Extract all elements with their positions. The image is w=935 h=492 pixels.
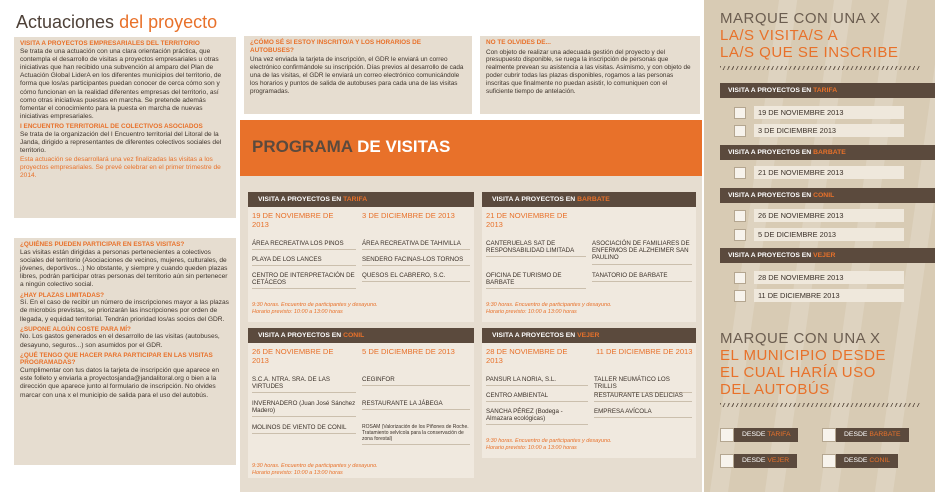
visit-option-date: 26 DE NOVIEMBRE 2013 [754,209,904,222]
bus-option-label [836,428,909,442]
schedule-note: 9:30 horas. Encuentro de participantes y desayuno. [486,438,612,444]
checkbox[interactable] [734,290,746,302]
visits-form-title [720,10,926,61]
activity-item: PANSUR LA NORIA, S.L. [486,374,588,386]
schedule-note: 9:30 horas. Encuentro de participantes y desayuno. [486,302,612,308]
programa-banner [240,120,702,176]
programa-body [240,176,702,492]
form-section-place: TARIFA [813,87,838,94]
programa-title [252,137,450,157]
checkbox[interactable] [734,210,746,222]
visit-block-tarifa [248,192,474,322]
checkbox[interactable] [734,125,746,137]
visit-option-date: 11 DE DICIEMBRE 2013 [754,289,904,302]
visit-option-date: 21 DE NOVIEMBRE 2013 [754,166,904,179]
hatch-divider [720,66,920,70]
form-section-place: BARBATE [813,149,846,156]
form-section-header [720,83,935,98]
bus-form-title-line3: EL CUAL HARÍA USO [720,364,876,381]
visit-option-date: 19 DE NOVIEMBRE 2013 [754,106,904,119]
page-title [16,12,217,33]
activity-item: CENTRO AMBIENTAL [486,390,588,402]
faq-box [14,238,236,465]
checkbox[interactable] [822,454,836,468]
hatch-divider [720,403,920,407]
activity-item: QUESOS EL CABRERO, S.C. [362,270,470,282]
faq-a1: Las visitas están dirigidas a personas pertenecientes a colectivos sociales del territorio (Asociaciones de vecinos, mujeres, culturales, de jóvenes, deportivos...) No obstante, y siempre y cuando queden plazas libres, podrán participar otras personas del territorio aún sin pertenecer a ningún colectivo social. [20,248,228,289]
visit-header [482,328,696,343]
visit-option[interactable] [734,271,904,284]
schedule-note: 9:30 horas. Encuentro de participantes y desayuno. [252,463,378,469]
schedule-note: Horario previsto: 10:00 a 13:00 horas [252,309,343,315]
checkbox[interactable] [734,107,746,119]
visit-header [482,192,696,207]
checkbox[interactable] [822,428,836,442]
visit-place: TARIFA [343,196,368,203]
bus-place: CONIL [869,456,891,464]
bus-option-label [734,428,798,442]
form-section-header [720,145,935,160]
form-section-place: CONIL [813,192,835,199]
activity-item: MOLINOS DE VIENTO DE CONIL [252,422,356,434]
visit-place: BARBATE [577,196,610,203]
faq-a3: No. Los gastos generados en el desarrollo de las visitas (autobuses, desayuno, seguros...) son asumidos por el GDR. [20,333,220,349]
bus-option-vejer[interactable] [720,453,797,468]
activity-item: OFICINA DE TURISMO DE BARBATE [486,270,586,289]
bus-place: VEJER [767,456,790,464]
visit-option-date: 3 DE DICIEMBRE 2013 [754,124,904,137]
activity-item: ROSAM (Valorización de los Piñones de Roche. Tratamiento selvícola para la conservación de zona forestal) [362,422,470,445]
activity-item: TANATORIO DE BARBATE [592,270,692,282]
activity-item: TALLER NEUMÁTICO LOS TRILLIS [594,374,692,393]
visit-place: CONIL [343,332,365,339]
schedule-note: Horario previsto: 10:00 a 13:00 horas [486,445,577,451]
schedule-note: 9:30 horas. Encuentro de participantes y desayuno. [252,302,378,308]
form-section-header [720,188,935,203]
visit-date: 5 DE DICIEMBRE DE 2013 [362,347,455,356]
visit-option-date: 28 DE NOVIEMBRE 2013 [754,271,904,284]
title-part1: Actuaciones [16,12,120,32]
visit-header-prefix: VISITA A PROYECTOS EN [492,196,578,203]
checkbox[interactable] [720,454,734,468]
visit-option[interactable] [734,124,904,137]
visits-form-title-line1: MARQUE CON UNA X [720,10,881,27]
visit-option[interactable] [734,289,904,302]
activity-item: S.C.A. NTRA. SRA. DE LAS VIRTUDES [252,374,356,393]
visit-date: 21 DE NOVIEMBRE DE 2013 [486,211,568,229]
encounter-heading: I ENCUENTRO TERRITORIAL DE COLECTIVOS ASOCIADOS [20,123,203,131]
schedule-note: Horario previsto: 10:00 a 13:00 horas [252,470,343,476]
visit-header-prefix: VISITA A PROYECTOS EN [492,332,578,339]
encounter-note: Esta actuación se desarrollará una vez finalizadas las visitas a los proyectos empresariales. Se prevé celebrar en el primer trimestre de 2014. [20,155,221,180]
reminder-text: Con objeto de realizar una adecuada gestión del proyecto y del presupuesto disponible, se ruega la inscripción de personas que realmente prevean su asistencia a las visitas. Asimismo, y con objeto de poder cubrir todas las plazas disponibles, rogamos a las personas inscritas que finalmente no puedan asistir, lo comuniquen con el suficiente tiempo de antelación. [486,48,691,96]
bus-place: TARIFA [767,430,791,438]
activity-item: EMPRESA AVÍCOLA [594,406,692,418]
activity-item: RESTAURANTE LA JÁBEGA [362,398,470,410]
visits-text: Se trata de una actuación con una clara orientación práctica, que contempla el desarrollo de visitas a proyectos empresariales u otras iniciativas que han recibido una subvención al amparo del Plan de Actuación Global LiderA en los diferentes municipios del territorio, de forma que los/as participantes puedan conocer de cerca cómo son y cómo funcionan en la realidad diferentes empresas del territorio, así como otras iniciativas puestas en marcha. Se pretende además fomentar el conocimiento para la puesta en marcha de nuevas iniciativas empresariales. [20,47,222,121]
registration-text: Una vez enviada la tarjeta de inscripción, el GDR le enviará un correo electrónico confirmándole su inscripción. Días previos al desarrollo de cada una de las visitas, el GDR le enviará un correo electrónico comunicándole los horarios y puntos de salida de autobuses para cada una de las visitas programadas. [250,56,464,95]
bus-form-title [720,330,926,398]
visits-form-title-line3: LA/S QUE SE INSCRIBE [720,44,899,61]
registration-form-panel [704,0,935,492]
projects-info-box [14,37,236,218]
activity-item: CENTRO DE INTERPRETACIÓN DE CETÁCEOS [252,270,356,289]
visits-heading: VISITA A PROYECTOS EMPRESARIALES DEL TERRITORIO [20,40,200,47]
checkbox[interactable] [734,272,746,284]
bus-form-title-line2: EL MUNICIPIO DESDE [720,347,886,364]
visit-block-vejer [482,328,696,458]
bus-option-barbate[interactable] [822,427,909,442]
registration-info-box [244,36,472,114]
visit-date: 3 DE DICIEMBRE DE 2013 [362,211,455,220]
visit-block-barbate [482,192,696,322]
visit-option[interactable] [734,228,904,241]
visit-option[interactable] [734,209,904,222]
visit-option[interactable] [734,166,904,179]
form-section-prefix: VISITA A PROYECTOS EN [728,149,814,156]
bus-option-conil[interactable] [822,453,898,468]
visit-header [248,328,474,343]
visit-option[interactable] [734,106,904,119]
visit-date: 26 DE NOVIEMBRE DE 2013 [252,347,334,365]
encounter-text: Se trata de la organización del I Encuentro territorial del Litoral de la Janda, dirigido a representantes de diferentes colectivos sociales del territorio. [20,131,222,155]
activity-item: ÁREA RECREATIVA DE TAHIVILLA [362,238,470,250]
visit-place: VEJER [577,332,600,339]
reminder-box [480,36,700,114]
checkbox[interactable] [734,229,746,241]
bus-place: BARBATE [869,430,901,438]
bus-prefix: DESDE [844,430,870,438]
faq-a2: Sí. En el caso de recibir un número de inscripciones mayor a las plazas de microbús previstas, se priorizarán las inscripciones por orden de llegada, y equidad territorial. Tendrán prioridad los/as socios del GDR. [20,299,229,323]
visit-date: 19 DE NOVIEMBRE DE 2013 [252,211,334,229]
programa-title-part1: PROGRAMA [252,137,358,156]
activity-item: PLAYA DE LOS LANCES [252,254,356,266]
checkbox[interactable] [734,167,746,179]
visit-header-prefix: VISITA A PROYECTOS EN [258,332,344,339]
bus-option-label [734,454,797,468]
form-section-prefix: VISITA A PROYECTOS EN [728,252,814,259]
reminder-heading: NO TE OLVIDES DE... [486,39,551,46]
faq-q1: ¿QUIÉNES PUEDEN PARTICIPAR EN ESTAS VISITAS? [20,241,185,248]
schedule-note: Horario previsto: 10:00 a 13:00 horas [486,309,577,315]
form-section-prefix: VISITA A PROYECTOS EN [728,87,814,94]
bus-option-label [836,454,898,468]
visit-header-prefix: VISITA A PROYECTOS EN [258,196,344,203]
activity-item: SANCHA PÉREZ (Bodega - Almazara ecológicas) [486,406,588,425]
activity-item: ÁREA RECREATIVA LOS PINOS [252,238,356,250]
faq-q2: ¿HAY PLAZAS LIMITADAS? [20,291,105,299]
bus-prefix: DESDE [844,456,870,464]
faq-q3: ¿SUPONE ALGÚN COSTE PARA MÍ? [20,325,131,333]
visit-header [248,192,474,207]
visits-form-title-line2: LA/S VISITA/S A [720,27,839,44]
title-part2: del proyecto [119,12,218,32]
visit-date: 28 DE NOVIEMBRE DE 2013 [486,347,568,365]
activity-item: INVERNADERO (Juan José Sánchez Madero) [252,398,356,417]
activity-item: CEGINFOR [362,374,470,386]
form-section-header [720,248,935,263]
bus-form-title-line1: MARQUE CON UNA X [720,330,881,347]
activity-item: SENDERO FACINAS-LOS TORNOS [362,254,470,266]
visit-date: 11 DE DICIEMBRE DE 2013 [596,347,693,356]
faq-a4: Cumplimentar con tus datos la tarjeta de inscripción que aparece en este folleto y enviarla a proyectosjanda@jandalitoral.org o bien a la dirección que aparece junto al formulario de inscripción. No olvides marcar con una x el municipio de salida para el uso del autobús. [20,367,220,399]
checkbox[interactable] [720,428,734,442]
form-section-place: VEJER [813,252,836,259]
bus-prefix: DESDE [742,430,768,438]
bus-prefix: DESDE [742,456,768,464]
activity-item: RESTAURANTE LAS DELICIAS [594,390,692,402]
bus-form-title-line4: DEL AUTOBÚS [720,381,830,398]
form-section-prefix: VISITA A PROYECTOS EN [728,192,814,199]
visit-option-date: 5 DE DICIEMBRE 2013 [754,228,904,241]
activity-item: ASOCIACIÓN DE FAMILIARES DE ENFERMOS DE ALZHEIMER SAN PAULINO [592,238,692,265]
activity-item: CANTERUELAS SAT DE RESPONSABILIDAD LIMITADA [486,238,586,257]
faq-q4: ¿QUÉ TENGO QUE HACER PARA PARTICIPAR EN LAS VISITAS PROGRAMADAS? [20,351,213,367]
visit-block-conil [248,328,474,478]
programa-title-part2: DE VISITAS [357,137,451,156]
registration-heading: ¿CÓMO SÉ SI ESTOY INSCRITO/A Y LOS HORARIOS DE AUTOBUSES? [250,39,422,54]
bus-option-tarifa[interactable] [720,427,798,442]
